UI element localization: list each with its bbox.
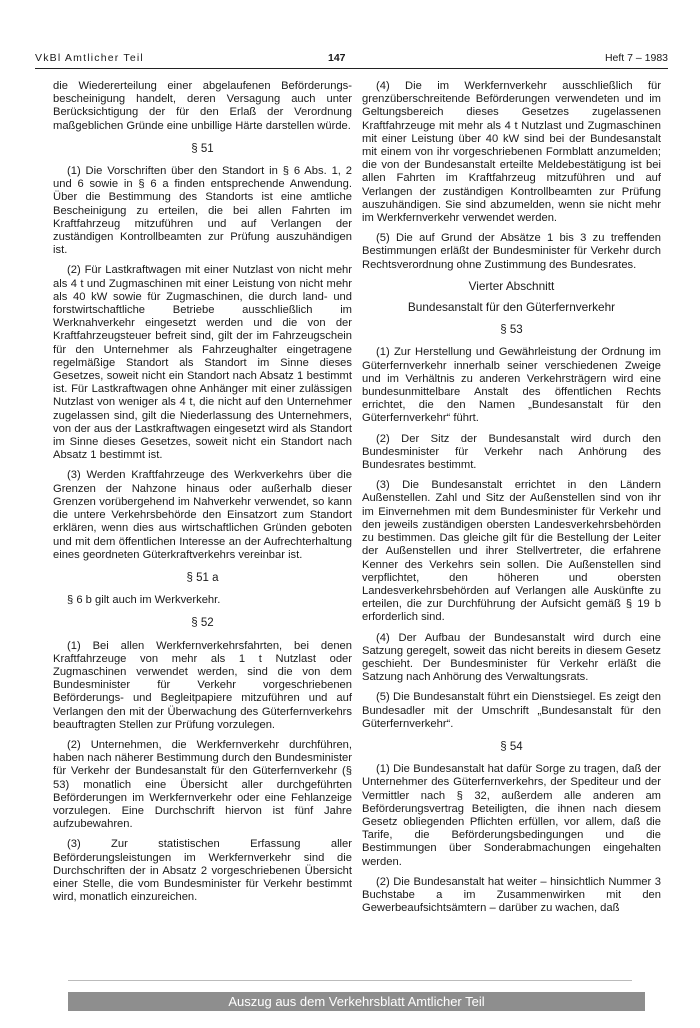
issue-label: Heft 7 – 1983	[604, 52, 668, 64]
paragraph: (1) Die Bundesanstalt hat dafür Sorge zu tragen, daß der Unternehmer des Güterfernverkehrs, der Spediteur und der Vermittler nach § 32, außerdem alle anderen am Beförderungsvertrag Beteiligten, die ihnen nach diesem Gesetz obliegenden Pflichten erfüllen, vor allem, daß die Tarife, die Beförderungsbedingungen und die Bestimmungen über Sonderabmachungen eingehalten werden.	[362, 763, 661, 868]
section-heading-53: § 53	[500, 324, 523, 337]
paragraph: (5) Die Bundesanstalt führt ein Dienstsiegel. Es zeigt den Bundesadler mit der Umschrift „Bundesanstalt für den Güterfernverkehr“.	[362, 691, 661, 730]
section-heading-52: § 52	[191, 617, 214, 630]
chapter-title: Vierter Abschnitt	[468, 278, 555, 293]
paragraph: (2) Der Sitz der Bundesanstalt wird durch den Bundesminister für Verkehr nach Anhörung des Bundesrates bestimmt.	[362, 432, 661, 472]
section-heading-54: § 54	[500, 740, 523, 753]
paragraph: (1) Bei allen Werkfernverkehrsfahrten, bei denen Kraftfahrzeuge von mehr als 1 t Nutzlast oder Zugmaschinen verwendet werden, sind die von dem Bundesminister für Verkehr vorgeschriebenen Beförderungs- und Begleitpapiere mitzuführen und auf Verlangen den mit der Überwachung des Güterfernverkehrs beauftragten Stellen zur Prüfung vorzulegen.	[53, 639, 352, 731]
paragraph: (3) Die Bundesanstalt errichtet in den Ländern Außenstellen. Zahl und Sitz der Außenstellen sind von ihr im Einvernehmen mit dem Bundesminister für Verkehr und den jeweils zuständigen obersten Landesverkehrsbehörden zu bestimmen. Das gleiche gilt für die Bestellung der Leiter der Außenstellen und ihrer Stellvertreter, die erfahrene Kenner des Verkehrs sein sollen. Die Außenstellen sind verpflichtet, den höheren und obersten Landesverkehrsbehörden auf Verlangen alle Auskünfte zu erteilen, die zur Durchführung der Aufsicht gemäß § 19 b erforderlich sind.	[362, 479, 661, 624]
paragraph: (5) Die auf Grund der Absätze 1 bis 3 zu treffenden Bestimmungen erläßt der Bundesminister für Verkehr durch Rechtsverordnung ohne Zustimmung des Bundesrates.	[362, 232, 661, 271]
paragraph: § 6 b gilt auch im Werkverkehr.	[67, 594, 221, 607]
paragraph: (3) Zur statistischen Erfassung aller Beförderungsleistungen im Werkfernverkehr sind die Durchschriften der in Absatz 2 vorgeschriebenen Übersicht einer Stelle, die vom Bundesminister für Verkehr bestimmt wird, monatlich einzureichen.	[53, 838, 352, 904]
header-divider	[35, 68, 668, 69]
paragraph: (3) Werden Kraftfahrzeuge des Werkverkehrs über die Grenzen der Nahzone hinaus oder außerhalb dieser Grenzen vorübergehend im Nahverkehr verwendet, so kann die untere Verkehrsbehörde den Einsatzort zum Standort erklären, wenn dies aus wirtschaftlichen Gründen geboten und mit dem öffentlichen Interesse an der Aufrechterhaltung eines geordneten Güterkraftverkehrs vereinbar ist.	[53, 469, 352, 561]
chapter-subtitle: Bundesanstalt für den Güterfernverkehr	[407, 300, 616, 315]
left-column	[53, 80, 352, 911]
section-heading-51: § 51	[191, 142, 214, 155]
paragraph: (4) Der Aufbau der Bundesanstalt wird durch eine Satzung geregelt, soweit das nicht bereits in diesem Gesetz geschieht. Der Bundesminister für Verkehr erläßt die Satzung nach Anhörung des Verwaltungsrats.	[362, 631, 661, 684]
paragraph: (2) Die Bundesanstalt hat weiter – hinsichtlich Nummer 3 Buchstabe a im Zusammenwirken mit den Gewerbeaufsichtsämtern – darüber zu wachen, daß	[362, 875, 661, 915]
paragraph: (2) Unternehmen, die Werkfernverkehr durchführen, haben nach näherer Bestimmung durch den Bundesminister für Verkehr der Bundesanstalt für den Güterfernverkehr (§ 53) monatlich eine Übersicht aller durchgeführten Beförderungen im Werkfernverkehr oder eine Fehlanzeige vorzulegen. Eine Durchschrift hiervon ist fünf Jahre aufzubewahren.	[53, 738, 352, 831]
right-column	[362, 80, 661, 922]
page-header	[35, 52, 668, 66]
section-heading-51a: § 51 a	[186, 571, 219, 584]
paragraph: (2) Für Lastkraftwagen mit einer Nutzlast von nicht mehr als 4 t und Zugmaschinen mit einer Leistung von nicht mehr als 40 kW sowie für Zugmaschinen, die durch land- und forstwirtschaftliche Betriebe ausschließlich im Werknahverkehr eingesetzt werden und die von der Kraftfahrzeugsteuer befreit sind, gilt der im Fahrzeugschein für den Unternehmer als Fahrzeughalter eingetragene regelmäßige Standort als Standort im Sinne dieses Gesetzes, soweit nicht ein Standort nach Absatz 1 bestimmt ist. Für Lastkraftwagen ohne Anhänger mit einer zulässigen Nutzlast von weniger als 4 t, die nicht auf den Unternehmer zugelassen sind, gilt die Niederlassung des Unternehmers, von der aus der Lastkraftwagen eingesetzt wird als Standort im Sinne dieses Gesetzes, soweit nicht ein Standort nach Absatz 1 bestimmt ist.	[53, 264, 352, 462]
journal-title: VkBl Amtlicher Teil	[35, 52, 144, 64]
paragraph: (4) Die im Werkfernverkehr ausschließlich für grenzüberschreitende Beförderungen verwendeten und im Geltungsbereich dieses Gesetzes zugelassenen Kraftfahrzeuge mit mehr als 4 t Nutzlast und Zugmaschinen mit einer Leistung über 40 kW sind bei der Bundesanstalt mit einem von ihr vorgeschriebenen Formblatt anzumelden; die von der Bundesanstalt erteilte Meldebestätigung ist bei allen Fahrten im Kraftfahrzeug mitzuführen und auf Verlangen der zuständigen Kontrollbeamten zur Prüfung auszuhändigen. Sie sind abzumelden, wenn sie nicht mehr im Werkfernverkehr verwendet werden.	[362, 80, 661, 225]
paragraph: (1) Zur Herstellung und Gewährleistung der Ordnung im Güterfernverkehr innerhalb seiner verschiedenen Zweige und im Verhältnis zu anderen Verkehrsträgern wird eine bundesunmittelbare Anstalt des öffentlichen Rechts errichtet, die den Namen „Bundesanstalt für den Güterfernverkehr“ führt.	[362, 346, 661, 425]
page-number: 147	[328, 52, 346, 64]
paragraph: die Wiedererteilung einer abgelaufenen Beförderungsbescheinigung handelt, deren Versagung auch unter Berücksichtigung der für den Erlaß der Verordnung maßgeblichen Gründe eine unbillige Härte darstellen würde.	[53, 80, 352, 132]
paragraph: (1) Die Vorschriften über den Standort in § 6 Abs. 1, 2 und 6 sowie in § 6 a finden entsprechende Anwendung. Über die Bestimmung des Standorts ist eine amtliche Bescheinigung zu erteilen, die bei allen Fahrten im Kraftfahrzeug mitzuführen und auf Verlangen der zuständigen Kontrollbeamten zur Prüfung auszuhändigen ist.	[53, 165, 352, 257]
footer-banner: Auszug aus dem Verkehrsblatt Amtlicher Teil	[68, 992, 645, 1011]
footer-divider	[68, 980, 632, 981]
